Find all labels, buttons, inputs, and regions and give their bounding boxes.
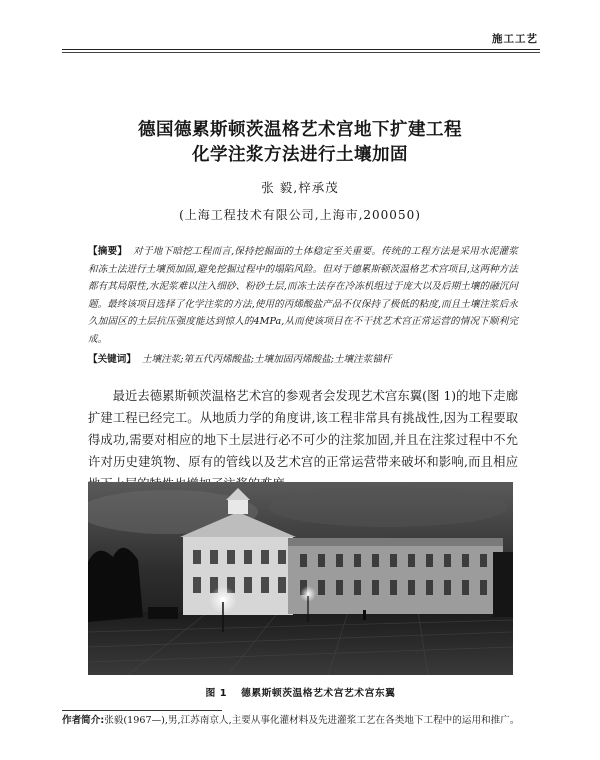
keywords xyxy=(88,352,518,368)
figure-photo-night-building xyxy=(88,482,513,675)
footnote-label: 作者简介: xyxy=(62,715,105,726)
header-rule xyxy=(62,49,540,50)
keywords-text: 土壤注浆;第五代丙烯酸盐;土壤加固丙烯酸盐;土壤注浆锚杆 xyxy=(141,354,392,365)
authors: 张 毅,梓承茂 xyxy=(261,180,339,195)
figure-caption-text: 德累斯顿茨温格艺术宫艺术宫东翼 xyxy=(241,688,396,699)
figure-number: 图 1 xyxy=(205,688,228,699)
keywords-label: 【关键词】 xyxy=(88,354,136,365)
abstract-label: 【摘要】 xyxy=(88,246,128,257)
abstract xyxy=(88,243,518,348)
header-rule-thin xyxy=(62,52,540,53)
abstract-text: 对于地下暗挖工程而言,保持挖掘面的土体稳定至关重要。传统的工程方法是采用水泥灌浆和冻土法进行土壤预加固,避免挖掘过程中的塌陷风险。但对于德累斯顿茨温格艺术宫项目,这两种方法都有其局限性,水泥浆难以注入细砂、粉砂土层,而冻土法存在冷冻机组过于庞大以及后期土壤的融沉问题。最终该项目选择了化学注浆的方法,使用的丙烯酸盐产品不仅保持了极低的粘度,而且土壤注浆后永久加固区的土层抗压强度能达到惊人的4MPa,从而使该项目在不干扰艺术宫正常运营的情况下顺利完成。 xyxy=(88,246,519,345)
article-title xyxy=(60,118,540,168)
author-footnote xyxy=(62,713,538,729)
running-head-section: 施工工艺 xyxy=(492,33,538,45)
body-paragraph: 最近去德累斯顿茨温格艺术宫的参观者会发现艺术宫东翼(图 1)的地下走廊扩建工程已经完工。从地质力学的角度讲,该工程非常具有挑战性,因为工程要取得成功,需要对相应的地下土层进行必不可少的注浆加固,并且在注浆过程中不允许对历史建筑物、原有的管线以及艺术宫的正常运营带来破坏和影响,而且相应 xyxy=(88,389,518,469)
footnote-rule xyxy=(62,710,222,711)
footnote-text: 张毅(1967—),男,江苏南京人,主要从事化灌材料及先进灌浆工艺在各类地下工程中的运用和推广。 xyxy=(104,715,520,726)
title-line-2: 化学注浆方法进行土壤加固 xyxy=(192,145,408,165)
title-line-1: 德国德累斯顿茨温格艺术宫地下扩建工程 xyxy=(138,120,462,140)
figure-caption xyxy=(88,685,513,699)
affiliation: (上海工程技术有限公司,上海市,200050) xyxy=(179,208,421,222)
